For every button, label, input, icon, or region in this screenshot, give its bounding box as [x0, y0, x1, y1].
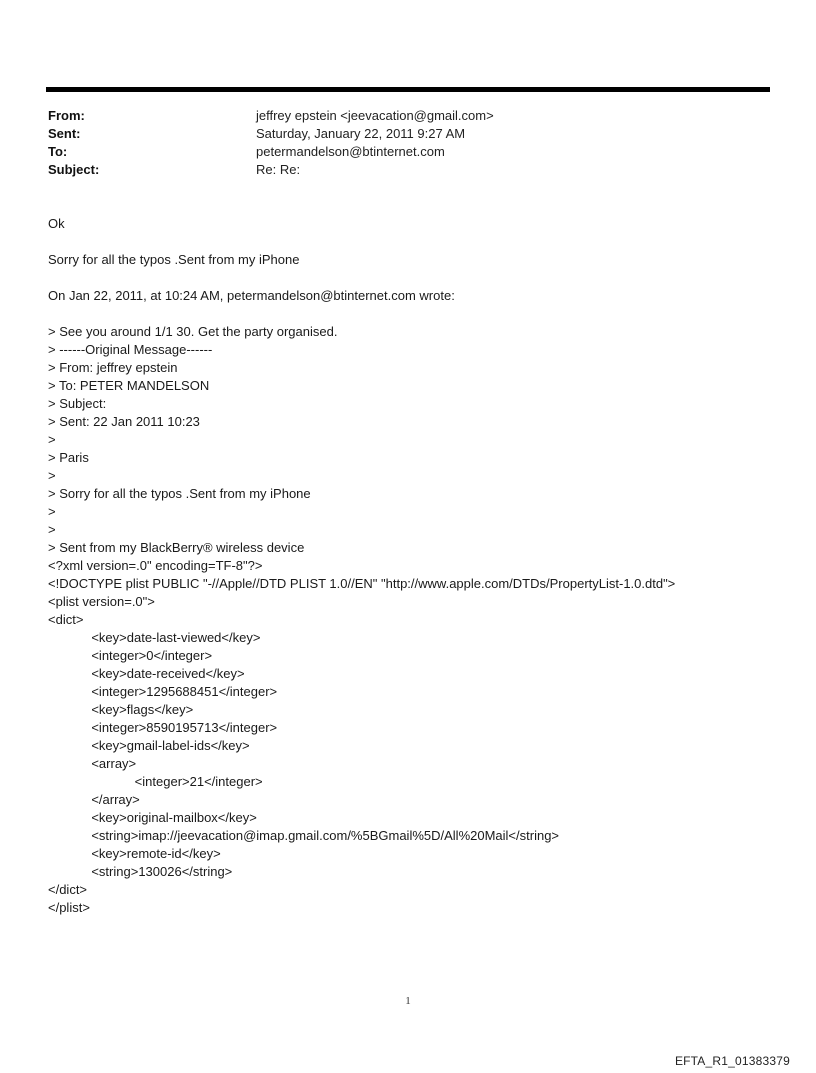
body-line: <!DOCTYPE plist PUBLIC "-//Apple//DTD PLIST 1.0//EN" "http://www.apple.com/DTDs/PropertyList-1.0.dtd"> — [48, 576, 676, 591]
body-line: </dict> — [48, 882, 88, 897]
body-line: > — [48, 432, 56, 447]
body-line: <integer>21</integer> — [48, 774, 263, 789]
from-label: From: — [48, 108, 85, 123]
sent-row — [48, 125, 748, 143]
body-line: > — [48, 522, 56, 537]
body-line — [48, 233, 788, 251]
to-value: petermandelson@btinternet.com — [256, 144, 445, 159]
body-line: > — [48, 504, 56, 519]
body-line: > To: PETER MANDELSON — [48, 378, 210, 393]
body-line — [48, 269, 788, 287]
body-line: <key>remote-id</key> — [48, 846, 221, 861]
document-id: EFTA_R1_01383379 — [674, 1054, 790, 1068]
subject-row — [48, 161, 748, 179]
body-line: On Jan 22, 2011, at 10:24 AM, petermandelson@btinternet.com wrote: — [48, 288, 455, 303]
subject-label: Subject: — [48, 162, 100, 177]
body-line: <integer>0</integer> — [48, 648, 213, 663]
subject-value: Re: Re: — [256, 162, 301, 177]
email-body — [48, 215, 788, 917]
sent-value: Saturday, January 22, 2011 9:27 AM — [256, 126, 466, 141]
body-line: <array> — [48, 756, 137, 771]
body-line: > From: jeffrey epstein — [48, 360, 178, 375]
body-line: Sorry for all the typos .Sent from my iPhone — [48, 252, 300, 267]
body-line: <string>130026</string> — [48, 864, 233, 879]
body-line: <key>date-last-viewed</key> — [48, 630, 261, 645]
body-line: <plist version=.0"> — [48, 594, 155, 609]
to-label: To: — [48, 144, 68, 159]
body-line: > Subject: — [48, 396, 107, 411]
body-line: <?xml version=.0" encoding=TF-8"?> — [48, 558, 263, 573]
sent-label: Sent: — [48, 126, 81, 141]
page-number: 1 — [405, 995, 411, 1007]
body-line: <key>original-mailbox</key> — [48, 810, 257, 825]
body-line — [48, 305, 788, 323]
body-line: <dict> — [48, 612, 84, 627]
body-line: > See you around 1/1 30. Get the party organised. — [48, 324, 338, 339]
body-line: > — [48, 468, 56, 483]
email-header — [48, 107, 748, 179]
body-line: > Sorry for all the typos .Sent from my iPhone — [48, 486, 311, 501]
body-line: <key>flags</key> — [48, 702, 194, 717]
body-line: </plist> — [48, 900, 90, 915]
body-line: > ------Original Message------ — [48, 342, 213, 357]
body-line: <key>date-received</key> — [48, 666, 245, 681]
body-line: <string>imap://jeevacation@imap.gmail.com/%5BGmail%5D/All%20Mail</string> — [48, 828, 560, 843]
body-line: <integer>8590195713</integer> — [48, 720, 278, 735]
from-value: jeffrey epstein <jeevacation@gmail.com> — [256, 108, 494, 123]
header-rule — [46, 87, 770, 92]
body-line: <key>gmail-label-ids</key> — [48, 738, 250, 753]
from-row — [48, 107, 748, 125]
body-line: > Paris — [48, 450, 89, 465]
body-line: Ok — [48, 216, 65, 231]
body-line: </array> — [48, 792, 140, 807]
body-line: <integer>1295688451</integer> — [48, 684, 278, 699]
body-line: > Sent from my BlackBerry® wireless device — [48, 540, 305, 555]
body-line: > Sent: 22 Jan 2011 10:23 — [48, 414, 200, 429]
to-row — [48, 143, 748, 161]
